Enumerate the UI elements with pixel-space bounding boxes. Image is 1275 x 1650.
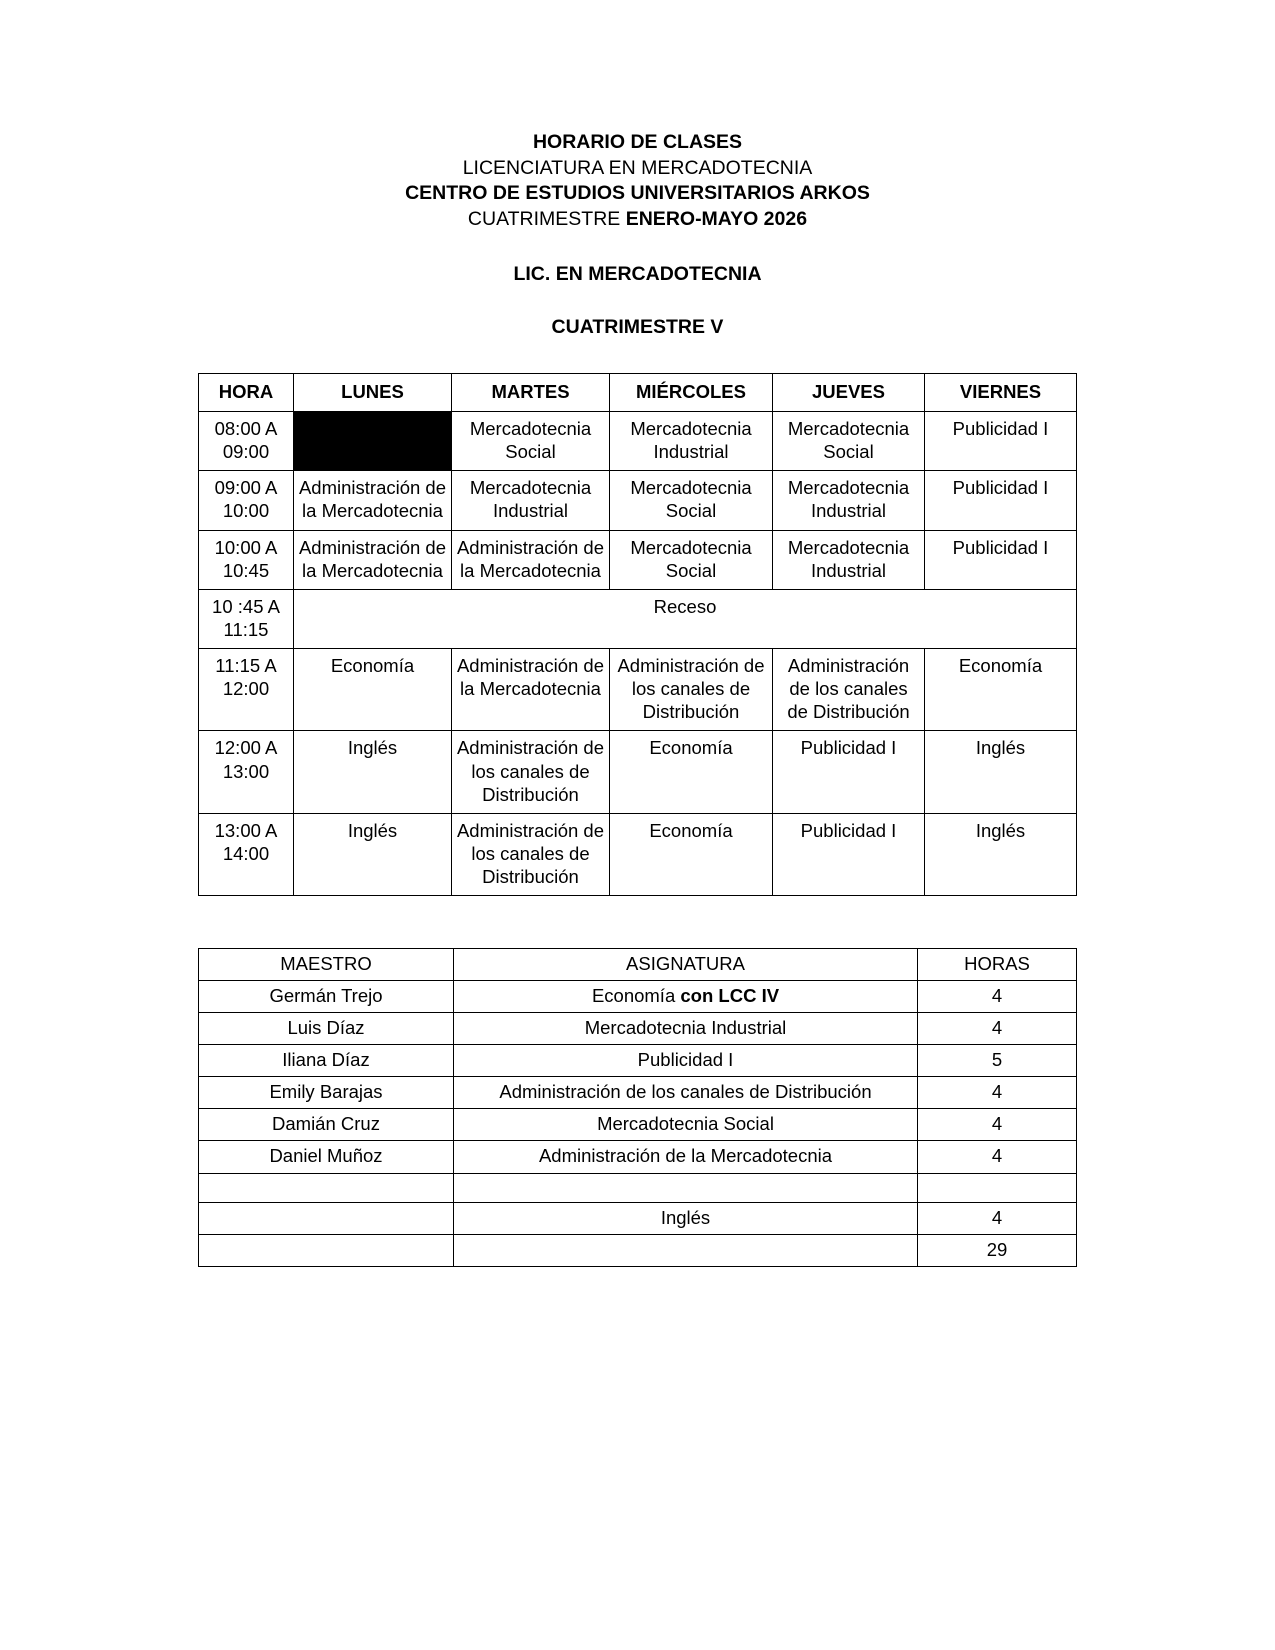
schedule-cell: Administración de la Mercadotecnia [294, 471, 452, 530]
teacher-name: Damián Cruz [199, 1109, 454, 1141]
header-degree: LICENCIATURA EN MERCADOTECNIA [462, 156, 813, 179]
teacher-subject-prefix: Economía [591, 985, 681, 1007]
teachers-table [198, 948, 1077, 1266]
teacher-hours: 4 [918, 1077, 1077, 1109]
schedule-cell: Administración de los canales de Distribución [773, 649, 925, 731]
schedule-cell: Publicidad I [773, 731, 925, 813]
teachers-col-horas: HORAS [918, 949, 1077, 981]
schedule-hour: 08:00 A 09:00 [199, 412, 294, 471]
schedule-cell: Mercadotecnia Industrial [452, 471, 610, 530]
table-row [199, 471, 1077, 530]
table-row [199, 813, 1077, 895]
schedule-cell: Inglés [925, 731, 1077, 813]
schedule-cell: Publicidad I [925, 530, 1077, 589]
teacher-hours: 4 [918, 981, 1077, 1013]
teacher-name: Emily Barajas [199, 1077, 454, 1109]
schedule-hour: 13:00 A 14:00 [199, 813, 294, 895]
header-term-value: ENERO-MAYO 2026 [625, 208, 808, 231]
schedule-cell: Publicidad I [773, 813, 925, 895]
table-row [199, 1202, 1077, 1234]
teacher-subject: Mercadotecnia Industrial [454, 1013, 918, 1045]
teacher-hours: 4 [918, 1109, 1077, 1141]
table-row-empty [199, 1173, 1077, 1202]
schedule-cell: Administración de los canales de Distribución [610, 649, 773, 731]
teacher-hours: 5 [918, 1045, 1077, 1077]
schedule-col-jueves: JUEVES [773, 373, 925, 411]
teachers-col-maestro: MAESTRO [199, 949, 454, 981]
schedule-hour: 09:00 A 10:00 [199, 471, 294, 530]
schedule-cell: Economía [294, 649, 452, 731]
teacher-subject: Administración de los canales de Distribución [454, 1077, 918, 1109]
schedule-hour: 11:15 A 12:00 [199, 649, 294, 731]
table-row [199, 1109, 1077, 1141]
table-row [199, 731, 1077, 813]
teacher-name [199, 1173, 454, 1202]
schedule-cell: Mercadotecnia Industrial [773, 471, 925, 530]
document-header [150, 130, 1125, 233]
schedule-break-cell: Receso [294, 589, 1077, 648]
header-term-prefix: CUATRIMESTRE [467, 208, 626, 231]
table-row [199, 981, 1077, 1013]
schedule-cell: Mercadotecnia Social [773, 412, 925, 471]
teacher-subject: Mercadotecnia Social [454, 1109, 918, 1141]
schedule-cell: Publicidad I [925, 471, 1077, 530]
teacher-subject [454, 1234, 918, 1266]
table-row [199, 649, 1077, 731]
header-title: HORARIO DE CLASES [532, 131, 743, 153]
teachers-col-asignatura: ASIGNATURA [454, 949, 918, 981]
program-title: LIC. EN MERCADOTECNIA [513, 262, 762, 285]
table-row [199, 1013, 1077, 1045]
teacher-subject-note: con LCC IV [680, 985, 780, 1007]
schedule-cell: Economía [925, 649, 1077, 731]
schedule-cell: Mercadotecnia Social [610, 471, 773, 530]
schedule-cell: Mercadotecnia Social [610, 530, 773, 589]
teachers-header-row [199, 949, 1077, 981]
teacher-subject [454, 1173, 918, 1202]
teacher-name: Daniel Muñoz [199, 1141, 454, 1173]
schedule-hour: 10:00 A 10:45 [199, 530, 294, 589]
schedule-cell: Economía [610, 731, 773, 813]
teacher-hours-total: 29 [918, 1234, 1077, 1266]
schedule-col-hora: HORA [199, 373, 294, 411]
table-row [199, 1045, 1077, 1077]
schedule-cell: Mercadotecnia Social [452, 412, 610, 471]
schedule-hour: 10 :45 A 11:15 [199, 589, 294, 648]
teacher-hours [918, 1173, 1077, 1202]
teacher-hours: 4 [918, 1202, 1077, 1234]
schedule-header-row [199, 373, 1077, 411]
schedule-cell: Administración de la Mercadotecnia [294, 530, 452, 589]
schedule-cell-redacted [294, 412, 452, 471]
table-row-break [199, 589, 1077, 648]
schedule-table [198, 373, 1077, 896]
teacher-subject: Inglés [454, 1202, 918, 1234]
teacher-hours: 4 [918, 1141, 1077, 1173]
header-institution: CENTRO DE ESTUDIOS UNIVERSITARIOS ARKOS [405, 182, 870, 205]
teacher-subject: Publicidad I [454, 1045, 918, 1077]
teacher-name [199, 1202, 454, 1234]
teacher-name: Iliana Díaz [199, 1045, 454, 1077]
schedule-cell: Administración de la Mercadotecnia [452, 530, 610, 589]
schedule-cell: Administración de la Mercadotecnia [452, 649, 610, 731]
term-title: CUATRIMESTRE V [551, 315, 724, 338]
schedule-cell: Mercadotecnia Industrial [773, 530, 925, 589]
schedule-col-lunes: LUNES [294, 373, 452, 411]
teacher-subject: Administración de la Mercadotecnia [454, 1141, 918, 1173]
teacher-name: Germán Trejo [199, 981, 454, 1013]
schedule-cell: Mercadotecnia Industrial [610, 412, 773, 471]
schedule-cell: Inglés [294, 731, 452, 813]
schedule-cell: Inglés [925, 813, 1077, 895]
schedule-col-miercoles: MIÉRCOLES [610, 373, 773, 411]
table-row [199, 1077, 1077, 1109]
schedule-col-martes: MARTES [452, 373, 610, 411]
schedule-cell: Economía [610, 813, 773, 895]
teacher-subject [454, 981, 918, 1013]
schedule-col-viernes: VIERNES [925, 373, 1077, 411]
schedule-cell: Inglés [294, 813, 452, 895]
table-row [199, 412, 1077, 471]
teacher-name [199, 1234, 454, 1266]
schedule-hour: 12:00 A 13:00 [199, 731, 294, 813]
schedule-cell: Administración de los canales de Distribución [452, 731, 610, 813]
schedule-cell: Administración de los canales de Distribución [452, 813, 610, 895]
header-term-line [150, 207, 1125, 233]
schedule-cell: Publicidad I [925, 412, 1077, 471]
teacher-name: Luis Díaz [199, 1013, 454, 1045]
teacher-hours: 4 [918, 1013, 1077, 1045]
table-row-total [199, 1234, 1077, 1266]
table-row [199, 1141, 1077, 1173]
table-row [199, 530, 1077, 589]
